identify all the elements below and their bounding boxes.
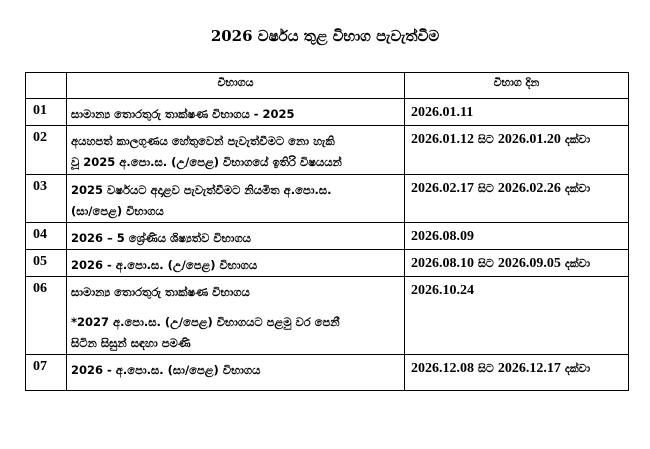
exam-name-cell <box>67 175 405 223</box>
date-to: 2026.09.05 <box>497 256 561 271</box>
date-from: 2026.02.17 <box>411 181 474 196</box>
date-from: 2026.01.12 <box>411 132 474 147</box>
exam-name-line: වූ 2025 අ.පො.ස. (උ/පෙළ) විභාගයේ ඉතිරි විෂයයන් <box>71 155 342 169</box>
date-to-label: දක්වා <box>564 257 591 270</box>
row-number: 03 <box>26 175 67 223</box>
exam-name-line: සාමාන්‍ය තොරතුරු තාක්ෂණ විභාගය <box>71 285 250 299</box>
exam-date-cell <box>405 223 629 250</box>
exam-name-line: 2026 - අ.පො.ස. (උ/පෙළ) විභාගය <box>71 258 258 272</box>
line-gap <box>71 303 400 312</box>
date-from: 2026.12.08 <box>411 361 474 376</box>
exam-date-cell <box>405 175 629 223</box>
exam-schedule-table <box>25 72 629 391</box>
exam-name-line: (සා/පෙළ) විභාගය <box>71 204 164 218</box>
table-row <box>26 355 629 391</box>
header-exam-dates: විභාග දින <box>405 73 629 99</box>
row-number: 04 <box>26 223 67 250</box>
date-to-label: දක්වා <box>564 133 591 146</box>
table-row <box>26 126 629 175</box>
date-from: 2026.01.11 <box>411 105 474 120</box>
date-from-label: සිට <box>478 257 494 270</box>
exam-date-cell <box>405 250 629 277</box>
row-number: 06 <box>26 277 67 355</box>
row-number: 05 <box>26 250 67 277</box>
exam-date-cell <box>405 355 629 391</box>
table-row <box>26 175 629 223</box>
date-to-label: දක්වා <box>564 362 591 375</box>
page-title: 2026 වර්ෂය තුළ විභාග පැවැත්වීම <box>210 27 440 45</box>
exam-name-cell <box>67 355 405 391</box>
table-row <box>26 250 629 277</box>
exam-name-line: සිටින සිසුන් සඳහා පමණි <box>71 336 191 350</box>
date-from-label: සිට <box>478 182 494 195</box>
exam-name-cell <box>67 250 405 277</box>
exam-name-cell <box>67 223 405 250</box>
exam-name-line: 2026 - අ.පො.ස. (සා/පෙළ) විභාගය <box>71 363 261 377</box>
table-row <box>26 223 629 250</box>
exam-date-cell <box>405 126 629 175</box>
table-row <box>26 277 629 355</box>
exam-date-cell <box>405 99 629 126</box>
date-to-label: දක්වා <box>564 182 591 195</box>
row-number: 01 <box>26 99 67 126</box>
exam-name-line: අයහපත් කාලගුණය හේතුවෙන් පැවැත්වීමට නො හැකි <box>71 134 335 148</box>
table-header-row <box>26 73 629 99</box>
exam-name-line: 2025 වර්ෂයට අදාළව පැවැත්වීමට නියමිත අ.පො.ස. <box>71 183 332 197</box>
date-from: 2026.10.24 <box>411 283 474 298</box>
date-to: 2026.01.20 <box>497 132 561 147</box>
date-from: 2026.08.09 <box>411 229 474 244</box>
date-from: 2026.08.10 <box>411 256 474 271</box>
exam-date-cell <box>405 277 629 355</box>
row-number: 07 <box>26 355 67 391</box>
row-number: 02 <box>26 126 67 175</box>
exam-name-cell <box>67 126 405 175</box>
header-number <box>26 73 67 99</box>
exam-name-line: *2027 අ.පො.ස. (උ/පෙළ) විභාගයට පළමු වර පෙනී <box>71 315 340 329</box>
date-to: 2026.02.26 <box>497 181 561 196</box>
date-from-label: සිට <box>478 133 494 146</box>
date-from-label: සිට <box>478 362 494 375</box>
exam-name-line: සාමාන්‍ය තොරතුරු තාක්ෂණ විභාගය - 2025 <box>71 107 295 121</box>
exam-name-cell <box>67 99 405 126</box>
table-row <box>26 99 629 126</box>
date-to: 2026.12.17 <box>497 361 561 376</box>
header-exam: විභාගය <box>67 73 405 99</box>
exam-name-line: 2026 – 5 ශ්‍රේණිය ශිෂ්‍යත්ව විභාගය <box>71 231 251 245</box>
exam-name-cell <box>67 277 405 355</box>
